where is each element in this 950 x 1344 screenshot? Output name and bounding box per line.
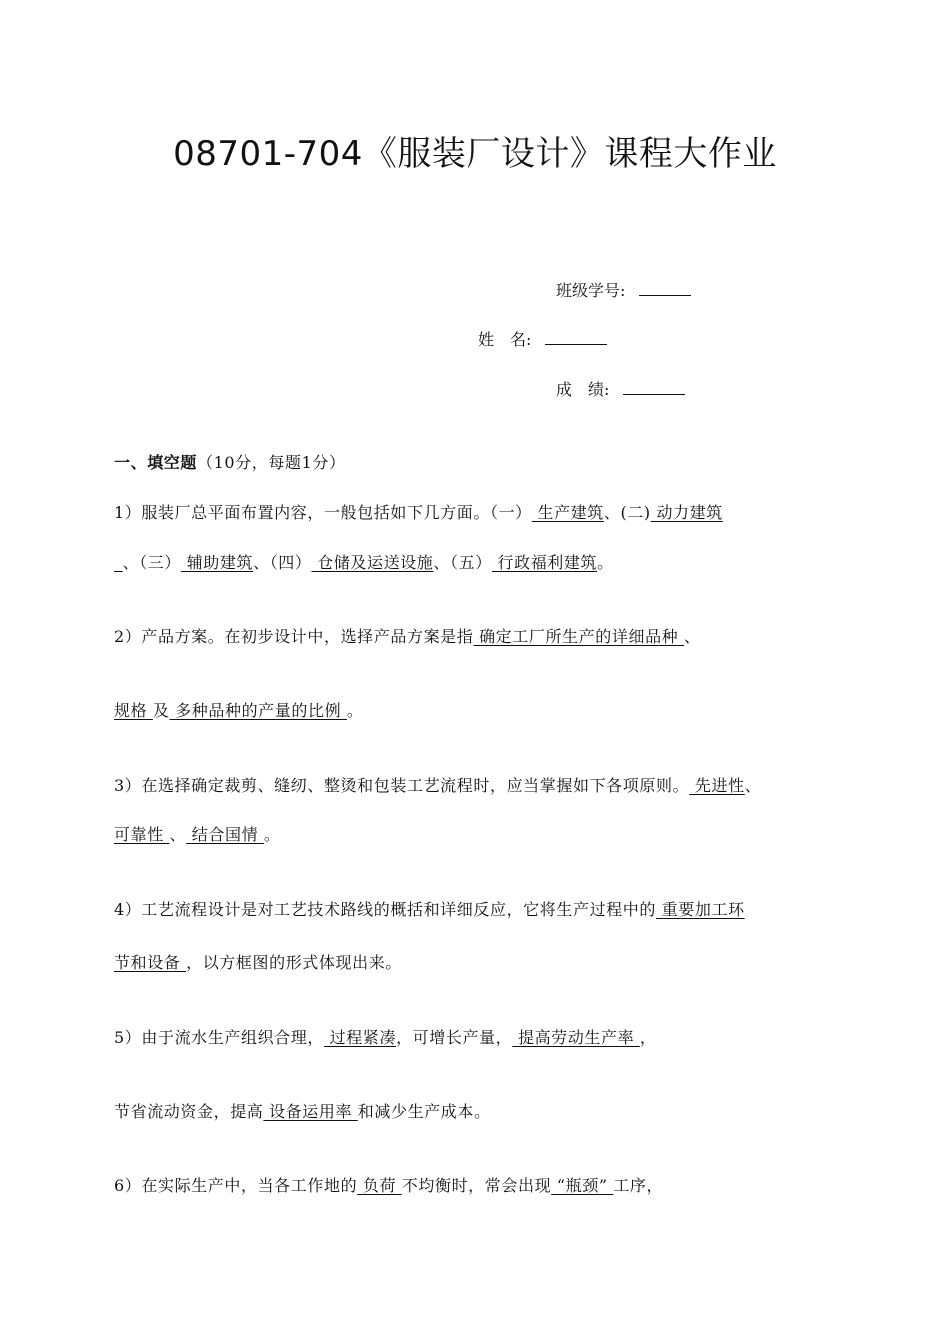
q1-text: 。 xyxy=(597,553,614,572)
q2-answer-1: 确定工厂所生产的详细品种 xyxy=(473,627,684,646)
q5-text: 节省流动资金，提高 xyxy=(114,1102,264,1121)
section-heading xyxy=(114,450,346,473)
q5-text: 和减少生产成本。 xyxy=(357,1102,491,1121)
q4-text: 4）工艺流程设计是对工艺技术路线的概括和详细反应，它将生产过程中的 xyxy=(114,900,656,919)
q6-text: 不均衡时，常会出现 xyxy=(401,1176,552,1195)
q5-text: 5）由于流水生产组织合理， xyxy=(114,1028,324,1047)
q3-text: 3）在选择确定裁剪、缝纫、整烫和包装工艺流程时，应当掌握如下各项原则。 xyxy=(114,776,690,795)
q3-answer-1: 先进性 xyxy=(689,776,745,795)
q5-answer-2: 提高劳动生产率 xyxy=(512,1028,640,1047)
section-title: 一、填空题 xyxy=(114,453,198,472)
name-field[interactable] xyxy=(545,330,607,345)
q1-text: 、(二) xyxy=(603,503,651,522)
q4-answer-1: 重要加工环 xyxy=(655,900,745,919)
q3-answer-3: 结合国情 xyxy=(186,825,264,844)
q1-answer-2-tail: _ xyxy=(114,553,123,572)
question-3-line-2 xyxy=(114,822,281,845)
class-id-label: 班级学号: xyxy=(556,281,626,300)
q2-text: 。 xyxy=(346,701,364,720)
q3-answer-2: 可靠性 xyxy=(114,825,170,844)
q3-text: 、 xyxy=(744,776,762,795)
question-5-line-1 xyxy=(114,1025,656,1048)
name-label: 姓 名: xyxy=(478,330,532,349)
q1-answer-2: 动力建筑 xyxy=(650,503,723,522)
question-4-line-1 xyxy=(114,897,745,920)
q6-text: 工序， xyxy=(613,1176,664,1195)
q1-text: 、（五） xyxy=(433,553,492,572)
score-label: 成 绩: xyxy=(556,380,610,399)
question-3-line-1 xyxy=(114,773,761,796)
question-2-line-1 xyxy=(114,624,701,647)
q2-answer-2: 规格 xyxy=(114,701,153,720)
q3-text: 。 xyxy=(263,825,281,844)
q1-answer-5: 行政福利建筑 xyxy=(491,553,598,572)
q2-text: 、 xyxy=(683,627,701,646)
q6-answer-1: 负荷 xyxy=(357,1176,402,1195)
q1-answer-3: 辅助建筑 xyxy=(181,553,254,572)
q2-answer-3: 多种品种的产量的比例 xyxy=(169,701,347,720)
q6-text: 6）在实际生产中，当各工作地的 xyxy=(114,1176,358,1195)
question-1-line-2 xyxy=(114,550,614,573)
q2-text: 2）产品方案。在初步设计中，选择产品方案是指 xyxy=(114,627,474,646)
class-id-row xyxy=(556,278,691,301)
q1-text: 、（四） xyxy=(253,553,312,572)
q5-text: ，可增长产量， xyxy=(396,1028,513,1047)
q3-text: 、 xyxy=(169,825,187,844)
question-4-line-2 xyxy=(114,950,402,973)
q5-text: ， xyxy=(639,1028,657,1047)
question-2-line-2 xyxy=(114,698,363,721)
score-row xyxy=(556,377,685,400)
q5-answer-3: 设备运用率 xyxy=(263,1102,358,1121)
q2-text: 及 xyxy=(152,701,170,720)
section-note: （10分，每题1分） xyxy=(197,453,346,472)
q1-answer-4: 仓储及运送设施 xyxy=(311,553,434,572)
class-id-field[interactable] xyxy=(639,281,691,296)
q4-answer-1-tail: 节和设备 xyxy=(114,953,187,972)
q1-text: 1）服装厂总平面布置内容，一般包括如下几方面。（一） xyxy=(114,503,532,522)
question-1-line-1 xyxy=(114,500,723,523)
score-field[interactable] xyxy=(623,380,685,395)
q6-answer-2: “瓶颈” xyxy=(551,1176,614,1195)
question-6-line-1 xyxy=(114,1173,663,1196)
q4-text: ，以方框图的形式体现出来。 xyxy=(186,953,402,972)
q1-text: 、（三） xyxy=(122,553,182,572)
q5-answer-1: 过程紧凑 xyxy=(323,1028,397,1047)
page-title: 08701-704《服装厂设计》课程大作业 xyxy=(173,134,777,174)
name-row xyxy=(478,327,607,350)
question-5-line-2 xyxy=(114,1099,491,1122)
q1-answer-1: 生产建筑 xyxy=(531,503,604,522)
